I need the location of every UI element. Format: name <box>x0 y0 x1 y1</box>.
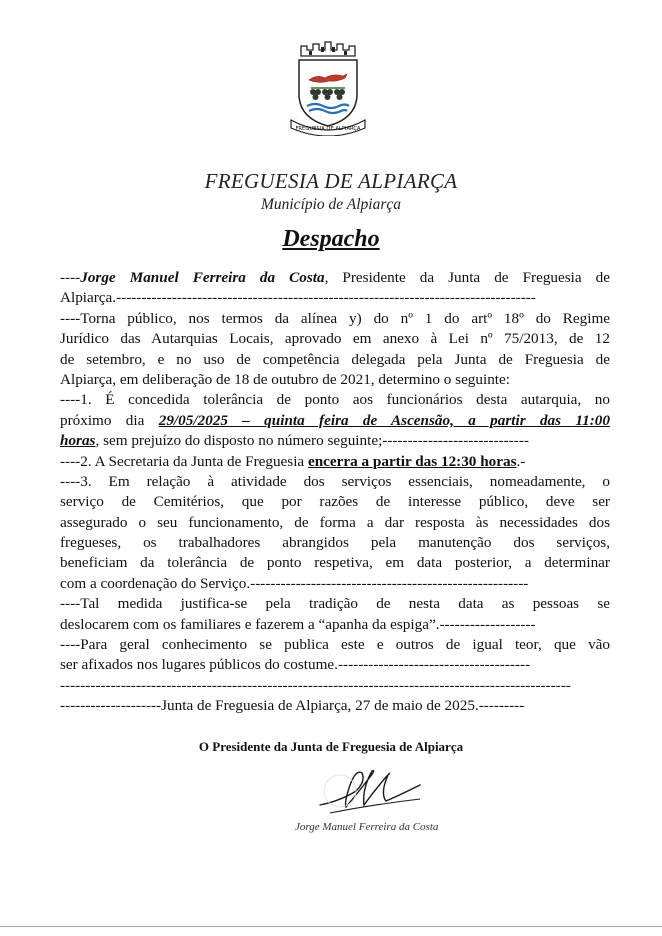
municipality-name: Município de Alpiarça <box>260 196 402 213</box>
paragraph-1-line-2: Alpiarça.----------------------------------------------------------------------------------- <box>60 289 536 307</box>
paragraph-5-line-6: com a coordenação do Serviço.------------------------------------------------------- <box>60 574 529 592</box>
paragraph-2-line-1: ----Torna público, nos termos da alínea y) do nº 1 do artº 18º do Regime <box>60 309 610 327</box>
dash-prefix: ---- <box>60 269 81 286</box>
paragraph-5-line-1: ----3. Em relação à atividade dos serviços essenciais, nomeadamente, o <box>60 472 610 490</box>
separator-line: ----------------------------------------------------------------------------------------------------- <box>60 676 571 694</box>
paragraph-2-line-3: de setembro, e no uso de competência delegada pela Junta de Freguesia de <box>60 350 610 368</box>
paragraph-1-line-1 <box>60 268 610 288</box>
paragraph-2-line-2: Jurídico das Autarquias Locais, aprovado em anexo à Lei nº 75/2013, de 12 <box>60 330 610 348</box>
text-run: , sem prejuízo do disposto no número seguinte;----------------------------- <box>95 432 529 450</box>
date-line: --------------------Junta de Freguesia de Alpiarça, 27 de maio de 2025.--------- <box>60 697 525 715</box>
holiday-date-emphasis: 29/05/2025 – quinta feira de Ascensão, a partir das 11:00 <box>158 411 610 429</box>
paragraph-5-line-5: beneficiam da tolerância de ponto respetiva, em data posterior, a determinar <box>60 554 610 572</box>
paragraph-2-line-4: Alpiarça, em deliberação de 18 de outubro de 2021, determino o seguinte: <box>60 370 510 388</box>
paragraph-5-line-4: fregueses, os trabalhadores abrangidos pela manutenção dos serviços, <box>60 534 610 552</box>
document-title: Despacho <box>282 226 380 252</box>
paragraph-5-line-3: assegurado o seu funcionamento, de forma a dar resposta às necessidades dos <box>60 513 610 531</box>
president-name: Jorge Manuel Ferreira da Costa <box>80 269 325 286</box>
paragraph-7-line-1: ----Para geral conhecimento se publica este e outros de igual teor, que vão <box>60 636 610 654</box>
organization-name: FREGUESIA DE ALPIARÇA <box>204 169 458 193</box>
paragraph-3-line-2 <box>60 411 610 431</box>
text-run: ----2. A Secretaria da Junta de Freguesia <box>60 452 308 470</box>
hours-emphasis: horas <box>60 432 96 450</box>
text-run: .- <box>516 452 526 470</box>
signatory-name: Jorge Manuel Ferreira da Costa <box>295 821 439 833</box>
paragraph-4 <box>60 452 610 472</box>
paragraph-5-line-2: serviço de Cemitérios, que por razões de interesse público, deve ser <box>60 493 610 511</box>
coat-of-arms-icon <box>285 40 371 136</box>
paragraph-3-line-3 <box>60 431 610 451</box>
paragraph-3-line-1: ----1. É concedida tolerância de ponto aos funcionários desta autarquia, no <box>60 391 610 409</box>
paragraph-6-line-2: deslocarem com os familiares e fazerem a “apanha da espiga”.------------------- <box>60 615 536 633</box>
page-bottom-rule <box>0 926 662 927</box>
text-run: , Presidente da Junta de Freguesia de <box>324 269 610 286</box>
handwritten-signature <box>300 755 450 825</box>
document-body <box>60 268 610 717</box>
crest-banner-text: FREGUESIA DE ALPIARÇA <box>295 126 361 132</box>
closing-time-emphasis: encerra a partir das 12:30 horas <box>307 452 517 470</box>
paragraph-6-line-1: ----Tal medida justifica-se pela tradição de nesta data as pessoas se <box>60 595 610 613</box>
signatory-title: O Presidente da Junta de Freguesia de Alpiarça <box>198 739 464 754</box>
paragraph-7-line-2: ser afixados nos lugares públicos do costume.-------------------------------------- <box>60 656 531 674</box>
text-run: próximo dia <box>60 411 159 429</box>
